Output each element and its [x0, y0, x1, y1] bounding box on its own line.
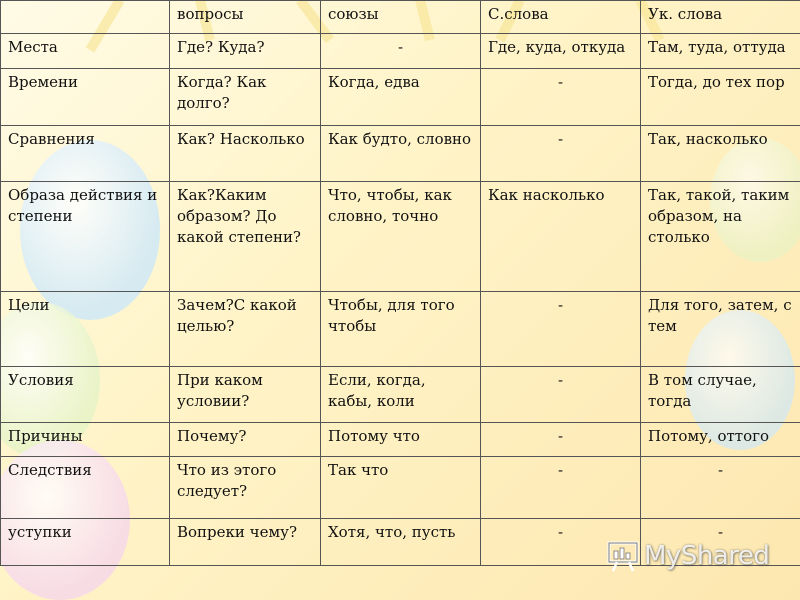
- presentation-board-icon: [606, 539, 640, 573]
- watermark-text: MyShared: [644, 541, 770, 571]
- row-label-cell: Образа действия и степени: [1, 182, 170, 292]
- table-corner-cell: [1, 1, 170, 34]
- table-cell: Для того, затем, с тем: [641, 292, 800, 367]
- table-header-row: [1, 1, 800, 34]
- table-cell: Так, насколько: [641, 126, 800, 182]
- table-cell: При каком условии?: [170, 367, 321, 423]
- table-cell: Потому, оттого: [641, 423, 800, 457]
- table-row: [1, 423, 800, 457]
- table-cell: -: [481, 457, 641, 519]
- table-cell: Как будто, словно: [321, 126, 481, 182]
- table-row: [1, 457, 800, 519]
- table-cell: Зачем?С какой целью?: [170, 292, 321, 367]
- table-cell: -: [481, 69, 641, 126]
- table-cell: -: [481, 126, 641, 182]
- table-cell: Хотя, что, пусть: [321, 519, 481, 566]
- table-header-cell: Ук. слова: [641, 1, 800, 34]
- table-row: [1, 126, 800, 182]
- table-cell: Что, чтобы, как словно, точно: [321, 182, 481, 292]
- table-cell: Вопреки чему?: [170, 519, 321, 566]
- table-header-cell: союзы: [321, 1, 481, 34]
- table-row: [1, 367, 800, 423]
- row-label-cell: Сравнения: [1, 126, 170, 182]
- table-cell: Если, когда, кабы, коли: [321, 367, 481, 423]
- table-cell: -: [481, 423, 641, 457]
- table-cell: Где, куда, откуда: [481, 34, 641, 69]
- table-cell: -: [481, 367, 641, 423]
- table-header-cell: С.слова: [481, 1, 641, 34]
- watermark-logo: [606, 536, 776, 576]
- table-row: [1, 182, 800, 292]
- table-body: [1, 1, 800, 566]
- table-cell: Как? Насколько: [170, 126, 321, 182]
- table-cell: Почему?: [170, 423, 321, 457]
- table-cell: Чтобы, для того чтобы: [321, 292, 481, 367]
- table-cell: Так, такой, таким образом, на столько: [641, 182, 800, 292]
- table-cell: Потому что: [321, 423, 481, 457]
- table-cell: -: [641, 519, 800, 566]
- table-cell: -: [641, 457, 800, 519]
- table-cell: Как?Каким образом? До какой степени?: [170, 182, 321, 292]
- row-label-cell: Причины: [1, 423, 170, 457]
- table-cell: Что из этого следует?: [170, 457, 321, 519]
- table-cell: Когда, едва: [321, 69, 481, 126]
- table-row: [1, 292, 800, 367]
- table-row: [1, 34, 800, 69]
- table-cell: Где? Куда?: [170, 34, 321, 69]
- row-label-cell: Места: [1, 34, 170, 69]
- table-cell: Как насколько: [481, 182, 641, 292]
- row-label-cell: уступки: [1, 519, 170, 566]
- table-cell: Тогда, до тех пор: [641, 69, 800, 126]
- table-cell: В том случае, тогда: [641, 367, 800, 423]
- row-label-cell: Времени: [1, 69, 170, 126]
- table-cell: -: [321, 34, 481, 69]
- table-cell: -: [481, 292, 641, 367]
- table-cell: Так что: [321, 457, 481, 519]
- row-label-cell: Условия: [1, 367, 170, 423]
- table-cell: -: [481, 519, 641, 566]
- table-row: [1, 69, 800, 126]
- row-label-cell: Цели: [1, 292, 170, 367]
- table-cell: Там, туда, оттуда: [641, 34, 800, 69]
- table-cell: Когда? Как долго?: [170, 69, 321, 126]
- table-header-cell: вопросы: [170, 1, 321, 34]
- row-label-cell: Следствия: [1, 457, 170, 519]
